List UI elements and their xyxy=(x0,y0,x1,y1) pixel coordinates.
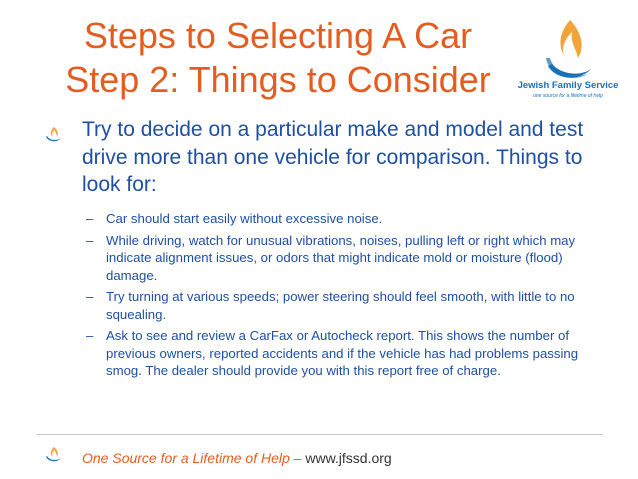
slide-title xyxy=(38,14,518,102)
title-line-1: Steps to Selecting A Car xyxy=(83,15,473,56)
sub-bullet-text: Car should start easily without excessive noise. xyxy=(106,211,383,226)
title-line-2: Step 2: Things to Consider xyxy=(65,59,491,100)
sub-bullet-text: While driving, watch for unusual vibrations, noises, pulling left or right which may indicate alignment issues, or odors that might indicate mold or moisture (flood) damage. xyxy=(106,232,576,283)
dash-marker: – xyxy=(86,328,94,343)
footer-url[interactable]: www.jfssd.org xyxy=(305,450,392,466)
main-bullet-text: Try to decide on a particular make and model and test drive more than one vehicle for comparison. Things to look for: xyxy=(82,118,584,196)
logo-name: Jewish Family Service xyxy=(517,80,619,91)
sub-bullet-text: Ask to see and review a CarFax or Autocheck report. This shows the number of previous owners, reported accidents and if the vehicle has had problems passing smog. The dealer should provide you with this report free of charge. xyxy=(106,328,579,378)
bullet-flame-icon xyxy=(42,126,64,144)
footer-tagline: One Source for a Lifetime of Help xyxy=(82,450,290,466)
sub-bullet-item xyxy=(86,288,606,323)
logo-tagline: one source for a lifetime of help xyxy=(533,93,603,99)
footer-divider xyxy=(36,434,602,435)
dash-marker: – xyxy=(86,211,94,226)
sub-bullet-item xyxy=(86,327,606,380)
sub-bullet-text: Try turning at various speeds; power steering should feel smooth, with little to no squealing. xyxy=(106,289,575,322)
dash-marker: – xyxy=(86,232,94,248)
sub-bullet-item xyxy=(86,232,606,285)
sub-bullet-item xyxy=(86,210,606,228)
footer xyxy=(82,450,392,466)
dash-marker: – xyxy=(86,289,94,304)
footer-separator: – xyxy=(289,450,306,466)
sub-bullet-list xyxy=(86,210,606,384)
footer-flame-icon xyxy=(42,446,64,464)
